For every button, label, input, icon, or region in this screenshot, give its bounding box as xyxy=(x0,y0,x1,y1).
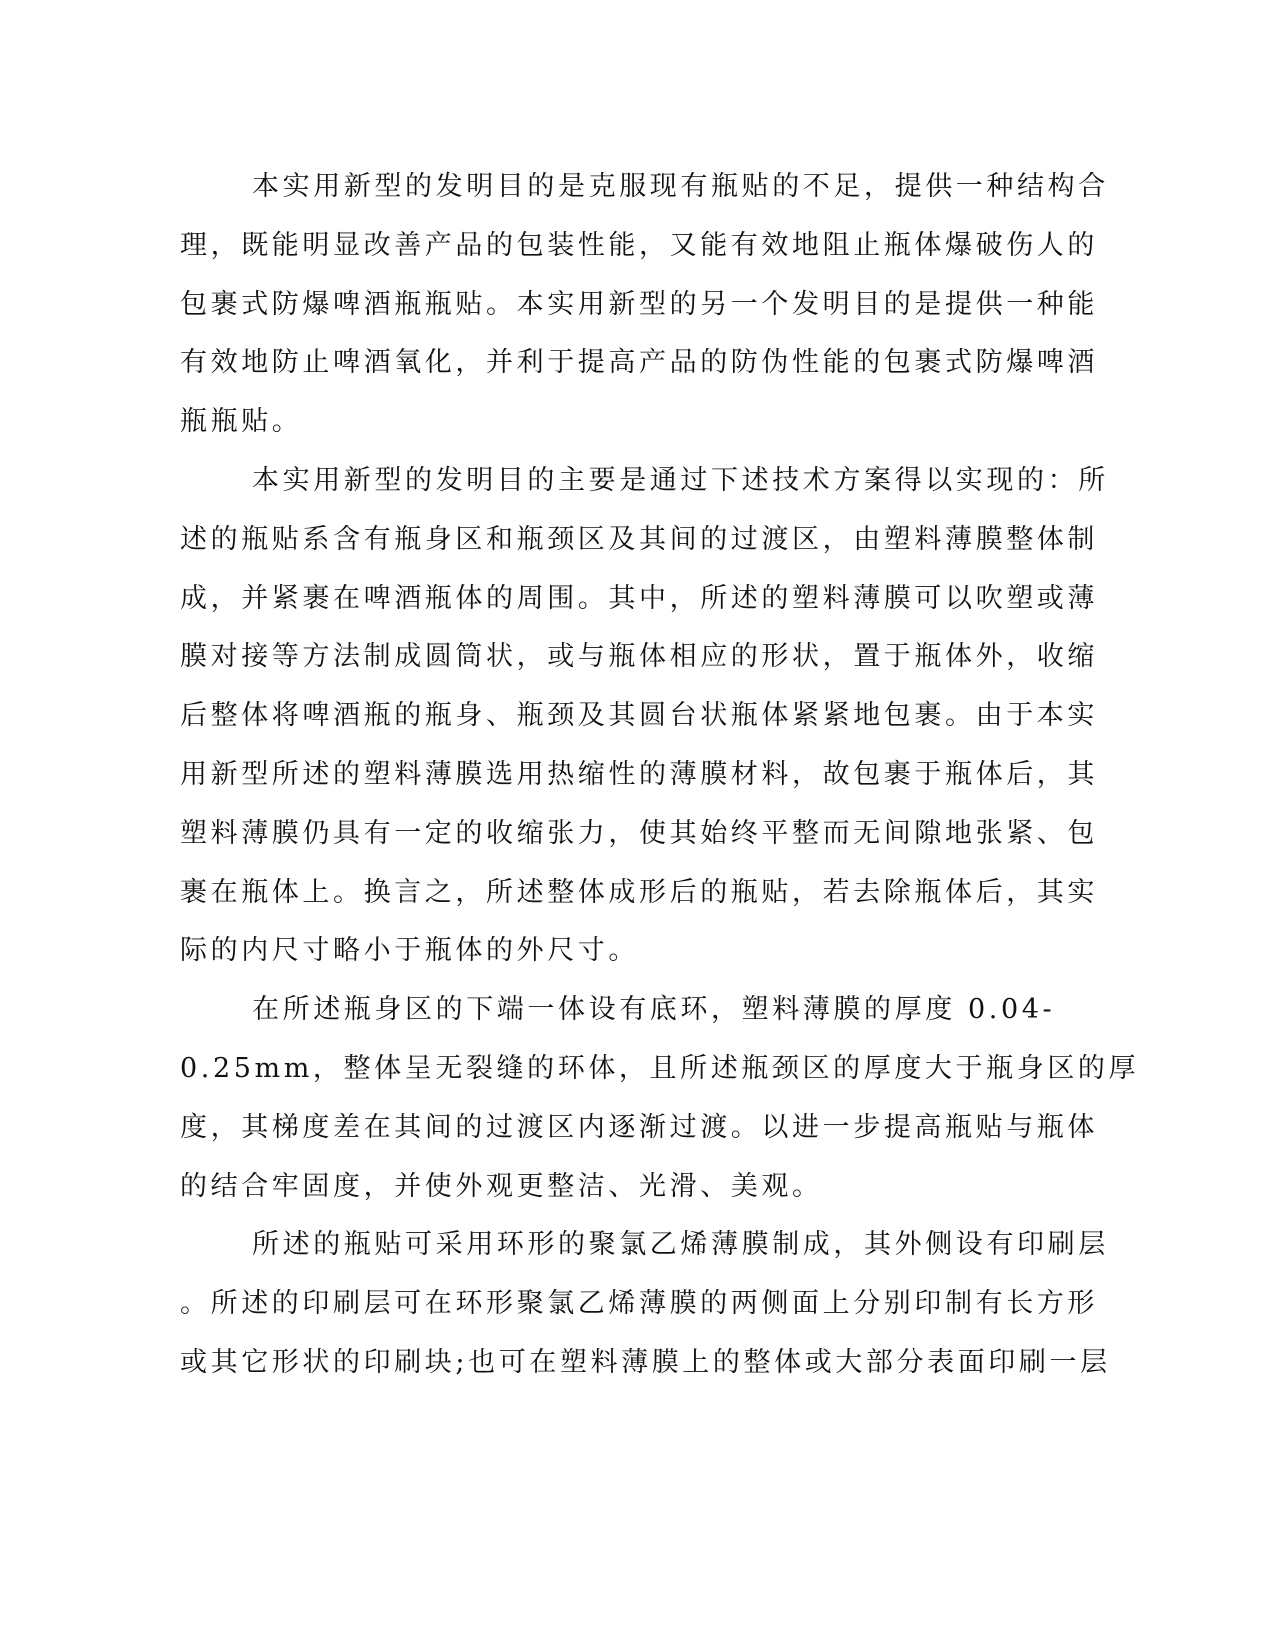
document-body xyxy=(180,158,1140,1393)
paragraph-1 xyxy=(180,158,1109,452)
text-line: 膜对接等方法制成圆筒状，或与瓶体相应的形状，置于瓶体外，收缩 xyxy=(180,641,1098,673)
text-line: 度，其梯度差在其间的过渡区内逐渐过渡。以进一步提高瓶贴与瓶体 xyxy=(180,1111,1098,1143)
text-line: 后整体将啤酒瓶的瓶身、瓶颈及其圆台状瓶体紧紧地包裹。由于本实 xyxy=(180,700,1098,732)
text-line: 际的内尺寸略小于瓶体的外尺寸。 xyxy=(180,935,639,967)
text-line: 述的瓶贴系含有瓶身区和瓶颈区及其间的过渡区，由塑料薄膜整体制 xyxy=(180,523,1098,555)
text-line: 裹在瓶体上。换言之，所述整体成形后的瓶贴，若去除瓶体后，其实 xyxy=(180,876,1098,908)
text-line: 用新型所述的塑料薄膜选用热缩性的薄膜材料，故包裹于瓶体后，其 xyxy=(180,758,1098,790)
text-line: 所述的瓶贴可采用环形的聚氯乙烯薄膜制成，其外侧设有印刷层 xyxy=(252,1229,1109,1261)
text-line: 。所述的印刷层可在环形聚氯乙烯薄膜的两侧面上分别印制有长方形 xyxy=(180,1288,1098,1320)
paragraph-2 xyxy=(180,452,1109,981)
text-line: 0.25mm，整体呈无裂缝的环体，且所述瓶颈区的厚度大于瓶身区的厚 xyxy=(180,1052,1140,1084)
text-line: 或其它形状的印刷块;也可在塑料薄膜上的整体或大部分表面印刷一层 xyxy=(180,1346,1111,1378)
paragraph-4 xyxy=(180,1216,1111,1392)
text-line: 塑料薄膜仍具有一定的收缩张力，使其始终平整而无间隙地张紧、包 xyxy=(180,817,1098,849)
text-line: 成，并紧裹在啤酒瓶体的周围。其中，所述的塑料薄膜可以吹塑或薄 xyxy=(180,582,1098,614)
text-line: 本实用新型的发明目的是克服现有瓶贴的不足，提供一种结构合 xyxy=(252,171,1109,202)
paragraph-3 xyxy=(180,981,1140,1216)
text-line: 有效地防止啤酒氧化，并利于提高产品的防伪性能的包裹式防爆啤酒 xyxy=(180,347,1098,379)
text-line: 本实用新型的发明目的主要是通过下述技术方案得以实现的：所 xyxy=(252,464,1109,496)
text-line: 瓶瓶贴。 xyxy=(180,406,303,438)
text-line: 包裹式防爆啤酒瓶瓶贴。本实用新型的另一个发明目的是提供一种能 xyxy=(180,288,1098,320)
text-line: 的结合牢固度，并使外观更整洁、光滑、美观。 xyxy=(180,1170,823,1202)
text-line: 在所述瓶身区的下端一体设有底环，塑料薄膜的厚度 0.04- xyxy=(252,994,1056,1026)
text-line: 理，既能明显改善产品的包装性能，又能有效地阻止瓶体爆破伤人的 xyxy=(180,229,1098,261)
